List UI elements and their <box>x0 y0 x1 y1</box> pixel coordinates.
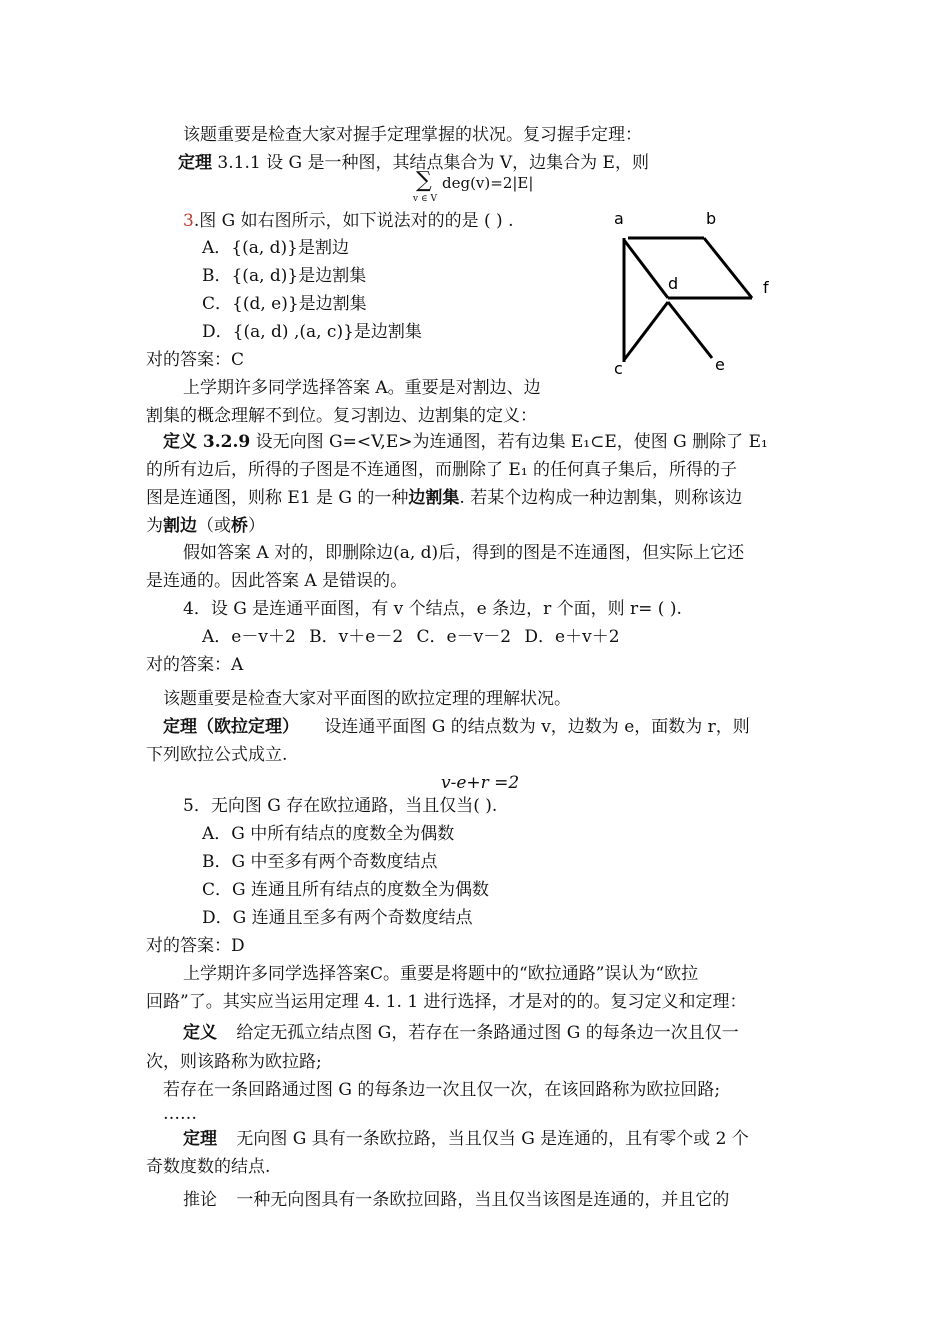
answer-a-analysis-2: 是连通的。因此答案 A 是错误的。 <box>146 571 408 591</box>
edge-b-f <box>704 238 752 298</box>
theorem-text: 3.1.1 设 G 是一种图，其结点集合为 V，边集合为 E，则 <box>217 153 649 173</box>
euler-formula: v-e+r =2 <box>441 773 520 793</box>
q5-explain-1: 上学期许多同学选择答案C。重要是将题中的“欧拉通路”误认为“欧拉 <box>183 964 699 984</box>
q5-stem: 5．无向图 G 存在欧拉通路，当且仅当( ). <box>183 796 498 816</box>
euler-theorem-line-2: 下列欧拉公式成立. <box>146 745 288 765</box>
node-label-a: a <box>614 209 624 228</box>
definition-line-4c: （或 <box>197 516 231 536</box>
q4-stem: 4．设 G 是连通平面图，有 v 个结点，e 条边，r 个面，则 r= ( ). <box>183 599 682 619</box>
q5-answer: 对的答案：D <box>146 936 245 956</box>
node-label-c: c <box>614 359 623 378</box>
q5-option-d: D．G 连通且至多有两个奇数度结点 <box>202 908 473 928</box>
euler-definition-label: 定义 <box>183 1023 217 1043</box>
term-edge-cut-set: 边割集 <box>408 488 460 508</box>
edge-d-e <box>668 302 712 358</box>
term-bridge: 桥 <box>231 516 248 536</box>
q5-option-b: B．G 中至多有两个奇数度结点 <box>202 852 438 872</box>
q3-stem <box>183 210 514 232</box>
handshake-formula: deg(v)=2|E| <box>442 174 534 192</box>
node-label-f: f <box>763 278 769 297</box>
q3-explain-2: 割集的概念理解不到位。复习割边、边割集的定义： <box>146 406 537 426</box>
euler-definition-line-1: 给定无孤立结点图 G，若存在一条路通过图 G 的每条边一次且仅一 <box>236 1023 739 1043</box>
definition-line-1: 设无向图 G=<V,E>为连通图，若有边集 E₁⊂E，使图 G 删除了 E₁ <box>255 432 768 452</box>
q3-option-a: A．{(a, d)}是割边 <box>202 238 349 258</box>
euler-definition <box>183 1022 739 1044</box>
ellipsis: …… <box>163 1104 197 1124</box>
q3-option-b: B．{(a, d)}是边割集 <box>202 266 367 286</box>
node-label-b: b <box>706 209 717 228</box>
euler-theorem-line-1: 设连通平面图 G 的结点数为 v，边数为 e，面数为 r，则 <box>324 717 750 737</box>
intro-handshake: 该题重要是检查大家对握手定理掌握的状况。复习握手定理： <box>183 125 642 145</box>
definition-line-4 <box>146 515 265 537</box>
edge-a-d <box>624 240 668 298</box>
node-label-e: e <box>715 355 725 374</box>
corollary <box>183 1189 729 1211</box>
q5-option-a: A．G 中所有结点的度数全为偶数 <box>202 824 455 844</box>
q3-option-d: D．{(a, d) ,(a, c)}是边割集 <box>202 322 422 342</box>
definition-line-4a: 为 <box>146 516 163 536</box>
sigma-symbol: ∑ <box>416 168 432 193</box>
theorem-label: 定理 <box>178 153 212 173</box>
q5-option-c: C．G 连通且所有结点的度数全为偶数 <box>202 880 489 900</box>
definition-line-3c: . 若某个边构成一种边割集，则称该边 <box>459 488 743 508</box>
q3-number: 3 <box>183 211 194 231</box>
definition-line-3 <box>146 487 742 509</box>
euler-path-theorem <box>183 1128 749 1150</box>
q3-option-c: C．{(d, e)}是边割集 <box>202 294 367 314</box>
q3-explain-1: 上学期许多同学选择答案 A。重要是对割边、边 <box>183 378 541 398</box>
definition-line-2: 的所有边后，所得的子图是不连通图，而删除了 E₁ 的任何真子集后，所得的子 <box>146 460 738 480</box>
sigma-index: v ∈ V <box>413 194 437 204</box>
corollary-line-1: 一种无向图具有一条欧拉回路，当且仅当该图是连通的，并且它的 <box>236 1190 730 1210</box>
edge-d-c <box>624 302 668 360</box>
euler-definition-line-2: 次，则该路称为欧拉路; <box>146 1052 322 1072</box>
euler-path-theorem-label: 定理 <box>183 1129 217 1149</box>
definition-3-2-9 <box>163 431 768 453</box>
euler-path-theorem-line-2: 奇数度数的结点. <box>146 1157 271 1177</box>
term-cut-edge: 割边 <box>163 516 197 536</box>
q3-stem-text: .图 G 如右图所示，如下说法对的的是 ( ) . <box>193 211 514 231</box>
euler-theorem <box>163 716 750 738</box>
q3-answer: 对的答案：C <box>146 350 245 370</box>
node-label-d: d <box>668 274 679 293</box>
q5-explain-2: 回路”了。其实应当运用定理 4. 1. 1 进行选择，才是对的的。复习定义和定理： <box>146 992 747 1012</box>
definition-label: 定义 3.2.9 <box>163 432 251 452</box>
euler-intro: 该题重要是检查大家对平面图的欧拉定理的理解状况。 <box>163 689 571 709</box>
euler-theorem-label: 定理（欧拉定理） <box>163 717 299 737</box>
euler-definition-line-3: 若存在一条回路通过图 G 的每条边一次且仅一次，在该回路称为欧拉回路; <box>163 1080 721 1100</box>
graph-figure <box>600 200 790 390</box>
definition-line-3a: 图是连通图，则称 E1 是 G 的一种 <box>146 488 409 508</box>
q4-answer: 对的答案：A <box>146 655 244 675</box>
euler-path-theorem-line-1: 无向图 G 具有一条欧拉路，当且仅当 G 是连通的，且有零个或 2 个 <box>236 1129 749 1149</box>
answer-a-analysis-1: 假如答案 A 对的，即删除边(a, d)后，得到的图是不连通图，但实际上它还 <box>183 543 745 563</box>
q4-options: A．e－v＋2 B．v＋e－2 C．e－v－2 D．e＋v＋2 <box>202 627 620 647</box>
definition-line-4e: ） <box>248 516 265 536</box>
theorem-3-1-1 <box>178 152 649 174</box>
corollary-label: 推论 <box>183 1190 217 1210</box>
